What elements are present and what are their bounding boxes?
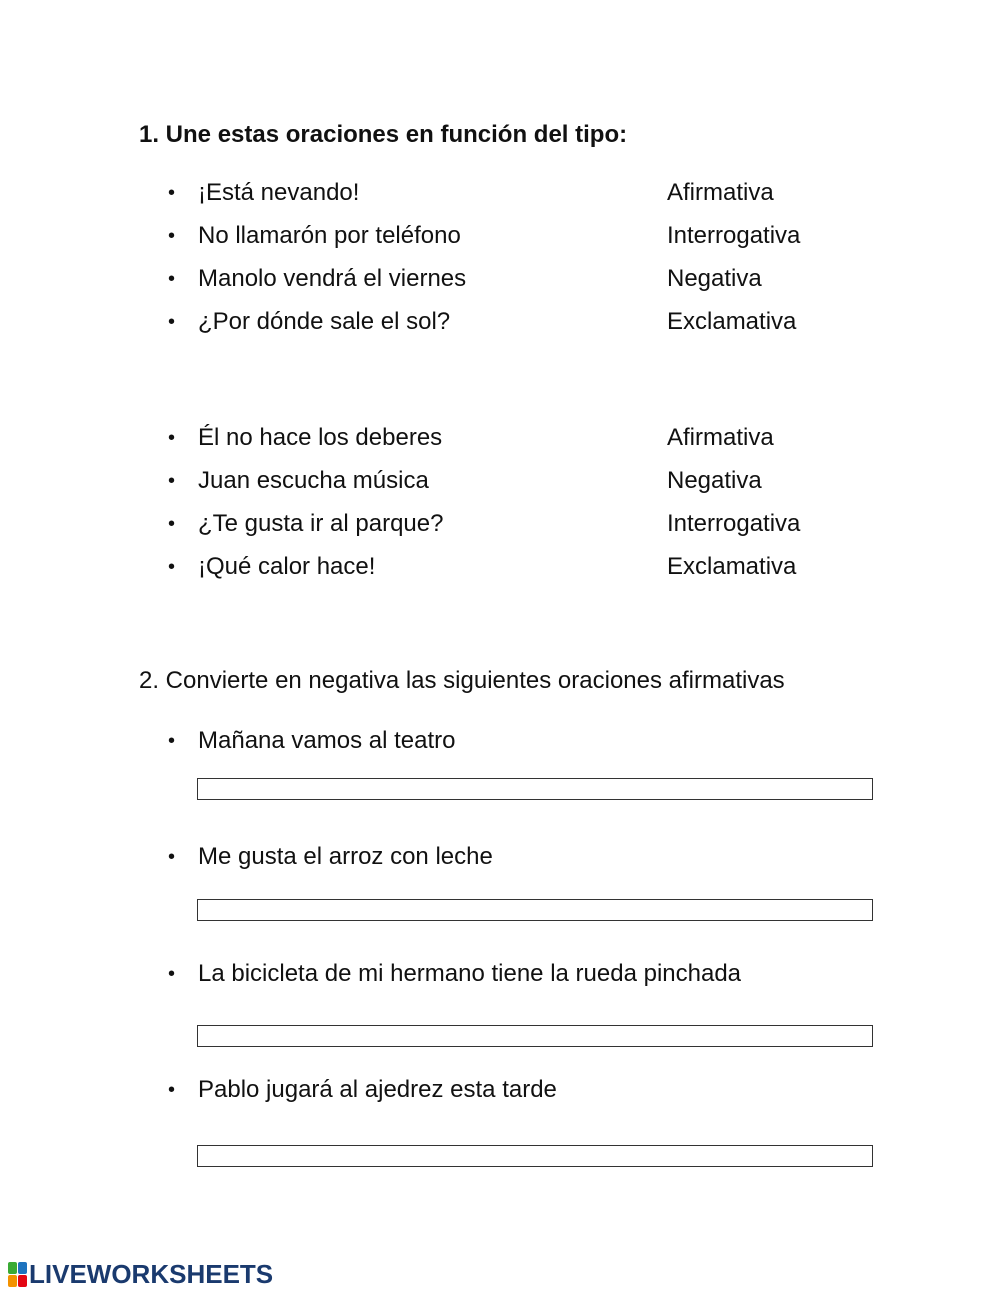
match-type[interactable]: Negativa xyxy=(667,265,762,292)
bullet: • xyxy=(168,730,176,752)
section-1-title: 1. Une estas oraciones en función del tipo: xyxy=(139,121,628,148)
match-sentence[interactable]: Manolo vendrá el viernes xyxy=(198,265,467,292)
match-type[interactable]: Exclamativa xyxy=(667,308,797,335)
answer-input[interactable] xyxy=(197,1145,873,1167)
exercise-item xyxy=(168,1075,868,1105)
answer-input[interactable] xyxy=(197,899,873,921)
match-type[interactable]: Afirmativa xyxy=(667,424,774,451)
match-sentence[interactable]: ¡Está nevando! xyxy=(198,179,360,206)
match-type[interactable]: Interrogativa xyxy=(667,222,801,249)
bullet: • xyxy=(168,182,176,204)
exercise-item xyxy=(168,842,868,872)
match-row xyxy=(168,466,868,496)
bullet: • xyxy=(168,556,176,578)
bullet: • xyxy=(168,846,176,868)
match-row xyxy=(168,552,868,582)
liveworksheets-logo xyxy=(8,1261,273,1287)
match-row xyxy=(168,264,868,294)
exercise-sentence: Mañana vamos al teatro xyxy=(198,727,456,754)
exercise-sentence: Me gusta el arroz con leche xyxy=(198,843,493,870)
bullet: • xyxy=(168,963,176,985)
exercise-sentence: Pablo jugará al ajedrez esta tarde xyxy=(198,1076,557,1103)
answer-input[interactable] xyxy=(197,778,873,800)
exercise-item xyxy=(168,959,868,989)
section-2-title: 2. Convierte en negativa las siguientes oraciones afirmativas xyxy=(139,667,785,694)
match-row xyxy=(168,178,868,208)
match-row xyxy=(168,221,868,251)
bullet: • xyxy=(168,427,176,449)
match-type[interactable]: Exclamativa xyxy=(667,553,797,580)
bullet: • xyxy=(168,268,176,290)
match-sentence[interactable]: No llamarón por teléfono xyxy=(198,222,461,249)
bullet: • xyxy=(168,311,176,333)
exercise-item xyxy=(168,726,868,756)
match-sentence[interactable]: ¡Qué calor hace! xyxy=(198,553,376,580)
match-sentence[interactable]: ¿Te gusta ir al parque? xyxy=(198,510,444,537)
exercise-sentence: La bicicleta de mi hermano tiene la rueda pinchada xyxy=(198,960,742,987)
match-sentence[interactable]: Él no hace los deberes xyxy=(198,424,443,451)
match-sentence[interactable]: ¿Por dónde sale el sol? xyxy=(198,308,451,335)
match-row xyxy=(168,509,868,539)
logo-text: LIVEWORKSHEETS xyxy=(29,1259,274,1289)
bullet: • xyxy=(168,470,176,492)
bullet: • xyxy=(168,1079,176,1101)
match-row xyxy=(168,423,868,453)
logo-mark-icon xyxy=(8,1262,27,1287)
match-type[interactable]: Negativa xyxy=(667,467,762,494)
answer-input[interactable] xyxy=(197,1025,873,1047)
match-type[interactable]: Afirmativa xyxy=(667,179,774,206)
bullet: • xyxy=(168,513,176,535)
match-row xyxy=(168,307,868,337)
match-type[interactable]: Interrogativa xyxy=(667,510,801,537)
match-sentence[interactable]: Juan escucha música xyxy=(198,467,429,494)
bullet: • xyxy=(168,225,176,247)
